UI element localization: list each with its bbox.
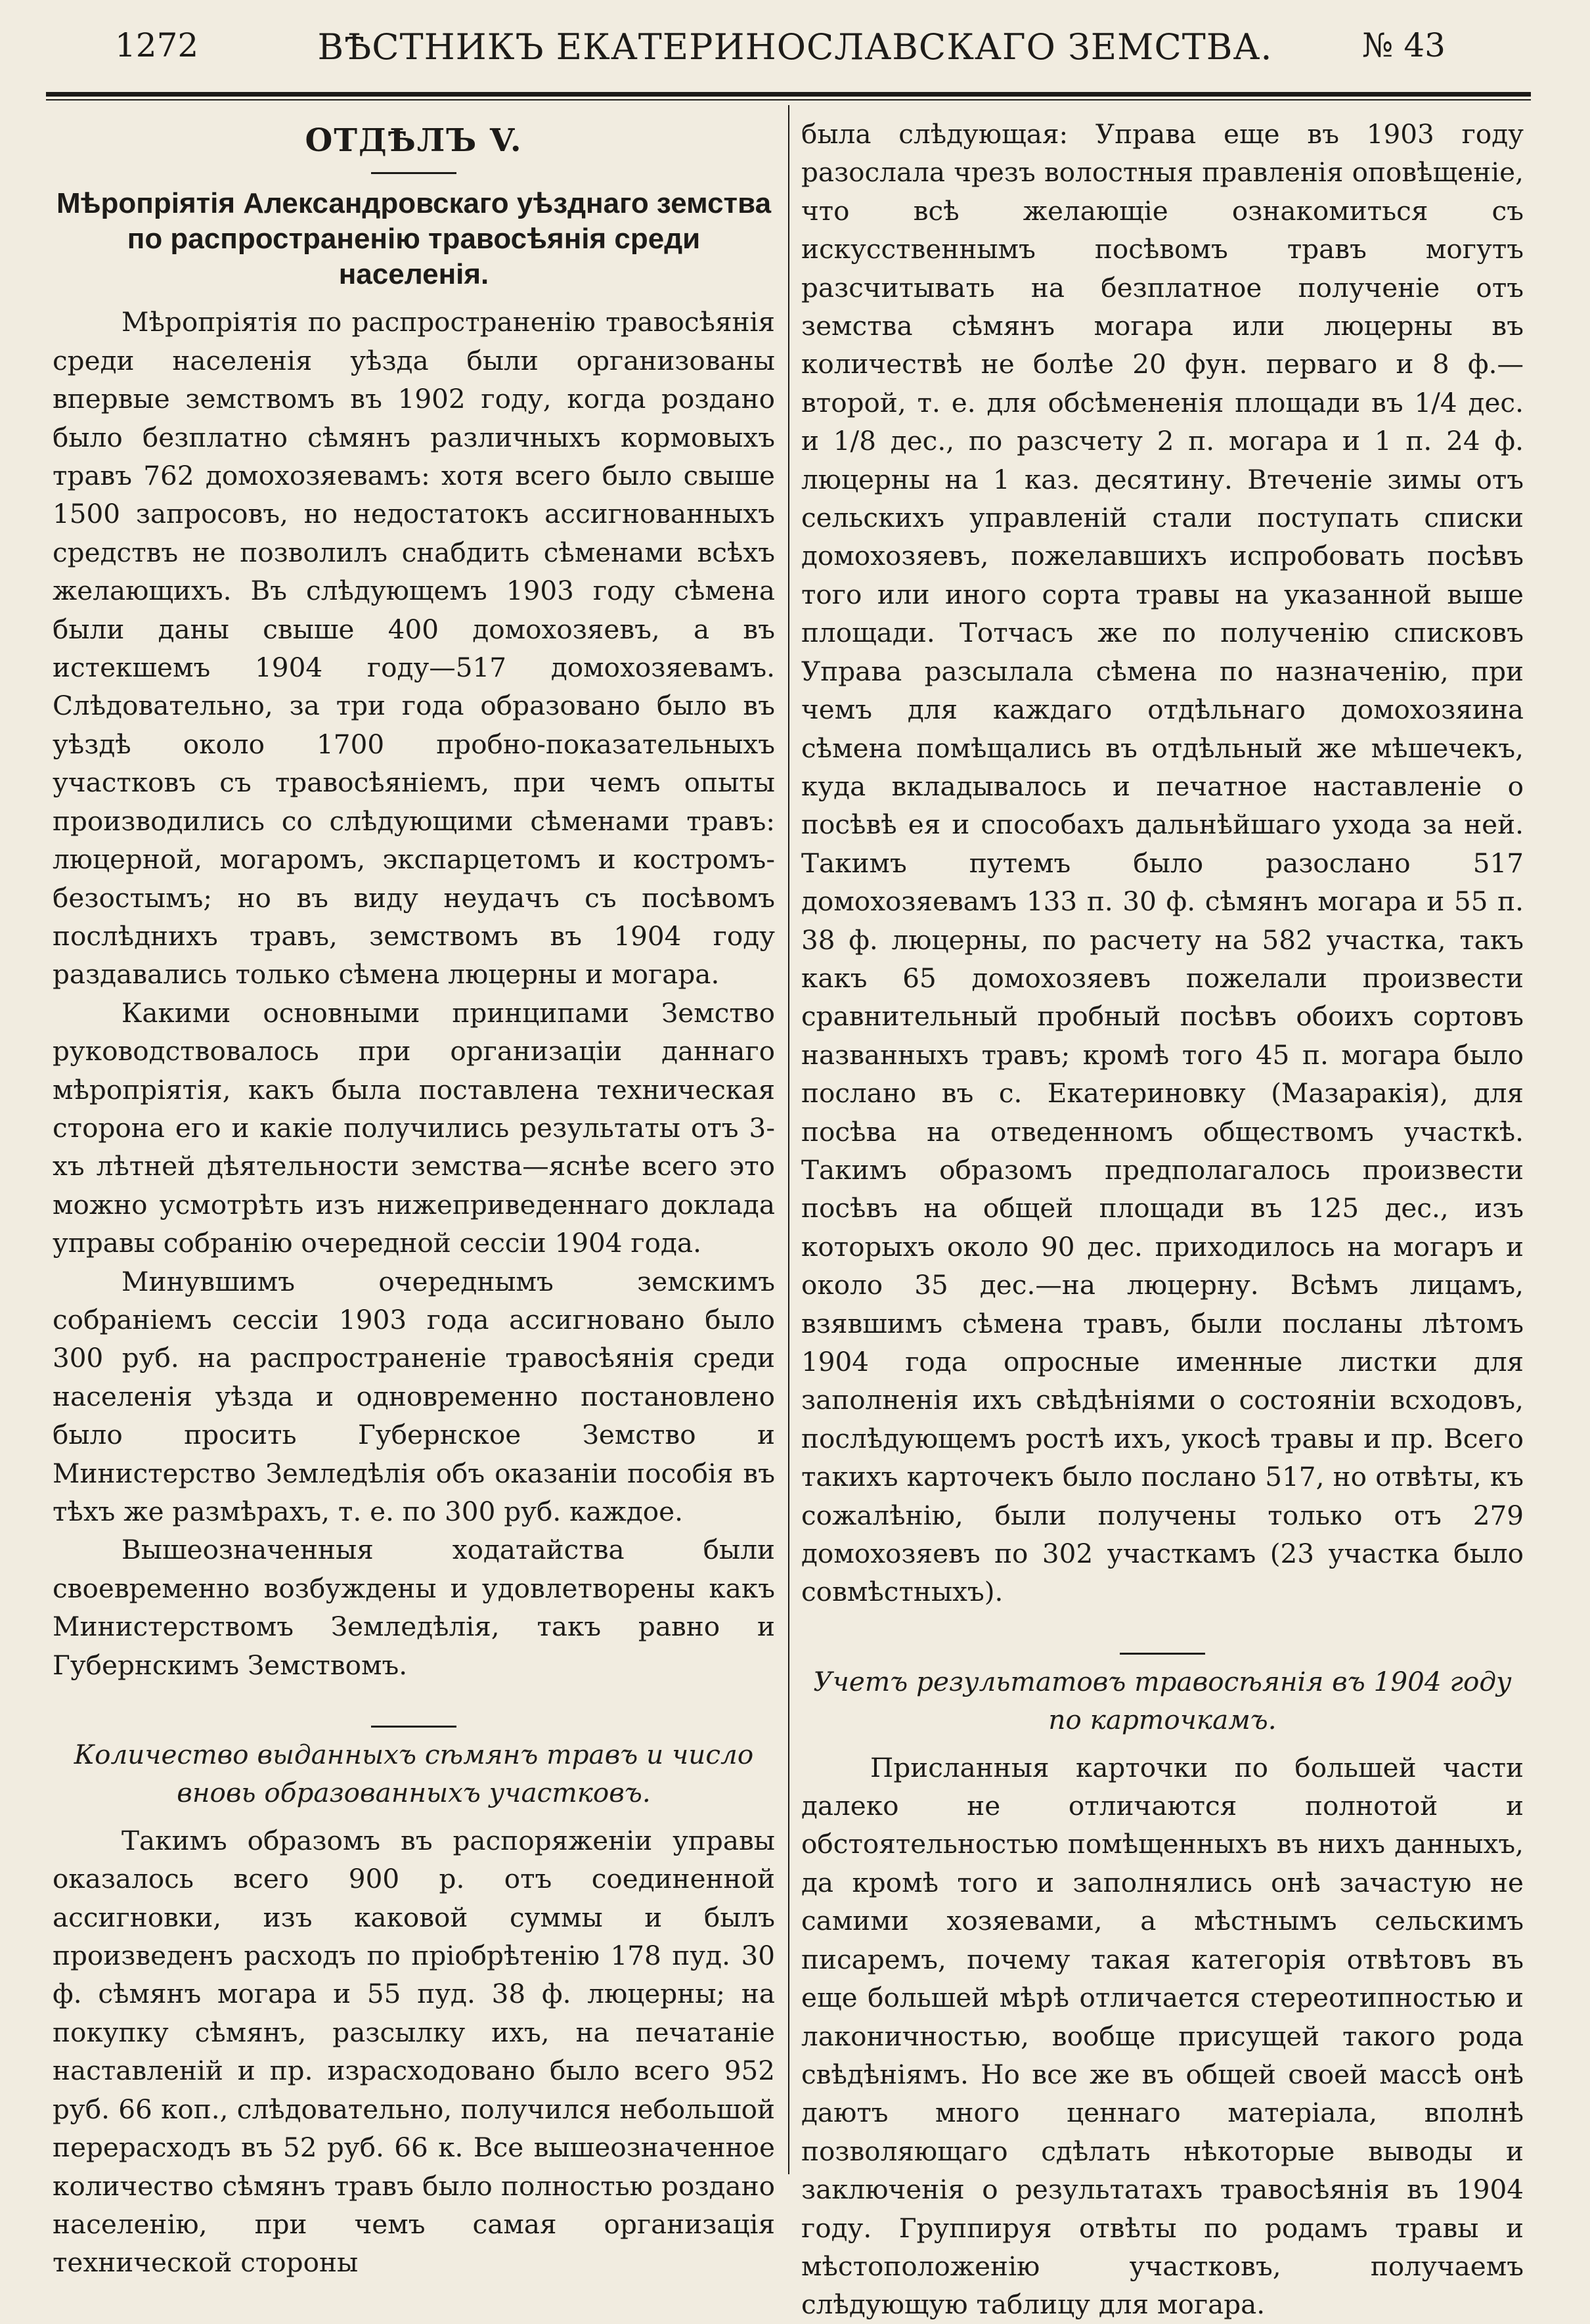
subsection-heading: Учетъ результатовъ травосѣянія въ 1904 году по карточкамъ. (813, 1665, 1512, 1736)
paragraph: Минувшимъ очереднымъ земскимъ собраніемъ сессіи 1903 года ассигновано было 300 руб. на распространеніе травосѣянія среди населенія уѣзда и одновременно постановлено было просить Губернское Земство и Министерство Земледѣлія объ оказаніи пособія въ тѣхъ же размѣрахъ, т. е. по 300 руб. каждое. (53, 1265, 775, 1527)
divider (801, 1640, 1524, 1663)
paragraph: Мѣропріятія по распространенію травосѣянія среди населенія уѣзда были организованы впервые земствомъ въ 1902 году, когда роздано было безплатно сѣмянъ различныхъ кормовыхъ травъ 762 домохозяевамъ: хотя всего было свыше 1500 запросовъ, но недостатокъ ассигнованныхъ средствъ не позволилъ снабдить сѣменами всѣхъ желающихъ. Въ слѣдующемъ 1903 году сѣмена были даны свыше 400 домохозяевъ, а въ истекшемъ 1904 году—517 домохозяевамъ. Слѣдовательно, за три года образовано было въ уѣздѣ около 1700 пробно-показательныхъ участковъ съ травосѣяніемъ, при чемъ опыты производились со слѣдующими сѣменами травъ: люцерной, могаромъ, экспарцетомъ и костромъ-безостымъ; но въ виду неудачъ съ посѣвомъ послѣднихъ травъ, земствомъ въ 1904 году раздавались только сѣмена люцерны и могара. (53, 306, 775, 991)
page-number: 1272 (115, 26, 199, 64)
paragraph: была слѣдующая: Управа еще въ 1903 году разослала чрезъ волостныя правленія оповѣщеніе, что всѣ желающіе ознакомиться съ искусственнымъ посѣвомъ травъ могутъ разсчитывать на безплатное полученіе отъ земства сѣмянъ могара или люцерны въ количествѣ не болѣе 20 фун. перваго и 8 ф.—второй, т. е. для обсѣмененія площади въ 1/4 дес. и 1/8 дес., по разсчету 2 п. могара и 1 п. 24 ф. люцерны на 1 каз. десятину. Втеченіе зимы отъ сельскихъ управленій стали поступать списки домохозяевъ, пожелавшихъ испробовать посѣвъ того или иного сорта травы на указанной выше площади. Тотчасъ же по полученію списковъ Управа разсылала сѣмена по назначенію, при чемъ для каждаго отдѣльнаго домохозяина сѣмена помѣщались въ отдѣльный же мѣшечекъ, куда вкладывалось и печатное наставленіе о посѣвѣ ея и способахъ дальнѣйшаго ухода за ней. Такимъ путемъ было разослано 517 домохозяевамъ 133 п. 30 ф. сѣмянъ могара и 55 п. 38 ф. люцерны, по расчету на 582 участка, такъ какъ 65 домохозяевъ пожелали произвести сравнительный пробный посѣвъ обоихъ сортовъ названныхъ травъ; кромѣ того 45 п. могара было послано въ с. Екатериновку (Мазаракія), для посѣва на отведенномъ обществомъ участкѣ. Такимъ образомъ предполагалось произвести посѣвъ на общей площади въ 125 дес., изъ которыхъ около 90 дес. приходилось на могаръ и около 35 дес.—на люцерну. Всѣмъ лицамъ, взявшимъ сѣмена травъ, были посланы лѣтомъ 1904 года опросные именные листки для заполненія ихъ свѣдѣніями о состояніи всходовъ, послѣдующемъ ростѣ ихъ, укосѣ травы и пр. Всего такихъ карточекъ было послано 517, но отвѣты, къ сожалѣнію, были получены только отъ 279 домохозяевъ по 302 участкамъ (23 участка было совмѣстныхъ). (801, 118, 1524, 1608)
page-header (39, 26, 1551, 85)
divider (53, 1713, 775, 1735)
paragraph: Присланныя карточки по большей части далеко не отличаются полнотой и обстоятельностью помѣщенныхъ въ нихъ данныхъ, да кромѣ того и заполнялись онѣ зачастую не самими хозяевами, а мѣстнымъ сельскимъ писаремъ, почему такая категорія отвѣтовъ въ еще большей мѣрѣ отличается стереотипностью и лаконичностью, вообще присущей такого рода свѣдѣніямъ. Но все же въ общей своей массѣ онѣ даютъ много ценнаго матеріала, вполнѣ позволяющаго сдѣлать нѣкоторые выводы и заключенія о результатахъ травосѣянія въ 1904 году. Группируя отвѣты по родамъ травы и мѣстоположенію участковъ, получаемъ слѣдующую таблицу для могара. (801, 1751, 1524, 2321)
journal-title: ВѢСТНИКЪ ЕКАТЕРИНОСЛАВСКАГО ЗЕМСТВА. (317, 26, 1273, 68)
paragraph: Такимъ образомъ въ распоряженіи управы оказалось всего 900 р. отъ соединенной ассигновки, изъ каковой суммы и былъ произведенъ расходъ по пріобрѣтенію 178 пуд. 30 ф. сѣмянъ могара и 55 пуд. 38 ф. люцерны; на покупку сѣмянъ, разсылку ихъ, на печатаніе наставленій и пр. израсходовано было всего 952 руб. 66 коп., слѣдовательно, получился небольшой перерасходъ въ 52 руб. 66 к. Все вышеозначенное количество сѣмянъ травъ было полностью роздано населенію, при чемъ самая организація технической стороны (53, 1824, 775, 2279)
column-divider (788, 105, 789, 2174)
subsection-heading: Количество выданныхъ сѣмянъ травъ и число вновь образованныхъ участковъ. (74, 1739, 754, 1809)
section-title: ОТДѢЛЪ V. (305, 122, 523, 159)
issue-number: № 43 (1362, 26, 1446, 64)
paragraph: Какими основными принципами Земство руководствовалось при организаціи даннаго мѣропріятія, какъ была поставлена техническая сторона его и какіе получились результаты отъ 3-хъ лѣтней дѣятельности земства—яснѣе всего это можно усмотрѣть изъ нижеприведеннаго доклада управы собранію очередной сессіи 1904 года. (53, 996, 775, 1259)
paragraph: Вышеозначенныя ходатайства были своевременно возбуждены и удовлетворены какъ Министерствомъ Земледѣлія, такъ равно и Губернскимъ Земствомъ. (53, 1534, 775, 1681)
left-column (53, 115, 775, 2282)
article-heading: Мѣропріятія Александровскаго уѣзднаго земства по распространенію травосѣянія среди населенія. (56, 187, 772, 291)
right-column (801, 115, 1524, 2324)
divider (53, 160, 775, 182)
header-rule (46, 92, 1531, 101)
